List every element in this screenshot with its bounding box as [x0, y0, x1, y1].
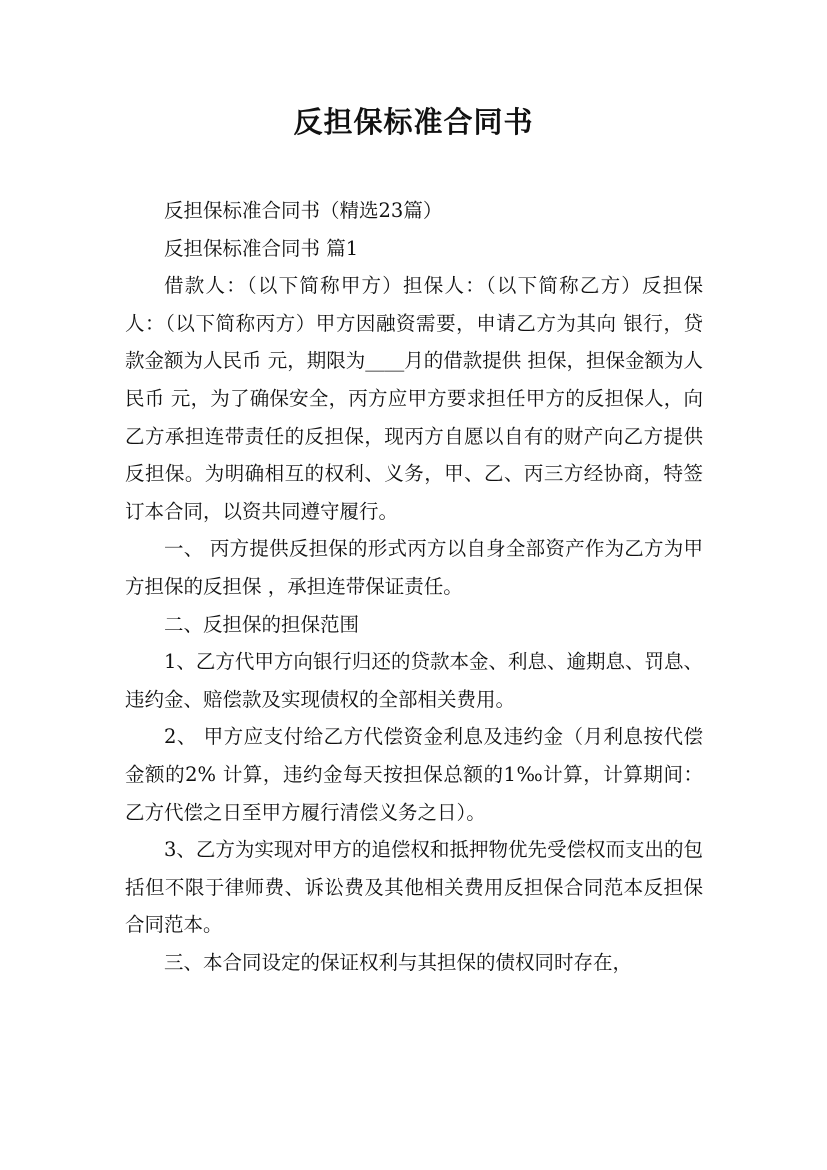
document-body: [125, 192, 703, 981]
paragraph-clause-2-item-3: 3、乙方为实现对甲方的追偿权和抵押物优先受偿权而支出的包括但不限于律师费、诉讼费及其他相关费用反担保合同范本反担保合同范本。: [125, 838, 703, 937]
paragraph-parties: 借款人：（以下简称甲方）担保人：（以下简称乙方）反担保人：（以下简称丙方）甲方因融资需要，申请乙方为其向 银行，贷款金额为人民币 元，期限为____月的借款提供 担保，担保金额为人民币 元，为了确保安全，丙方应甲方要求担任甲方的反担保人，向乙方承担连带责任的反担保，现丙方自愿以自有的财产向乙方提供反担保。为明确相互的权利、义务，甲、乙、丙三方经协商，特签订本合同，以资共同遵守履行。: [125, 274, 703, 523]
paragraph-clause-1: 一、 丙方提供反担保的形式丙方以自身全部资产作为乙方为甲方担保的反担保 ，承担连带保证责任。: [125, 537, 703, 598]
paragraph-clause-2-heading: 二、反担保的担保范围: [164, 612, 360, 636]
paragraph-section-heading: 反担保标准合同书 篇1: [164, 236, 359, 260]
paragraph-clause-3: 三、本合同设定的保证权利与其担保的债权同时存在，: [164, 950, 633, 974]
document-title: 反担保标准合同书: [293, 105, 534, 139]
paragraph-subtitle: 反担保标准合同书（精选23篇）: [164, 199, 443, 222]
paragraph-clause-2-item-2: 2、 甲方应支付给乙方代偿资金利息及违约金（月利息按代偿金额的2% 计算，违约金每天按担保总额的1‰计算，计算期间：乙方代偿之日至甲方履行清偿义务之日）。: [125, 725, 703, 824]
paragraph-clause-2-item-1: 1、乙方代甲方向银行归还的贷款本金、利息、逾期息、罚息、违约金、赔偿款及实现债权的全部相关费用。: [125, 650, 703, 711]
